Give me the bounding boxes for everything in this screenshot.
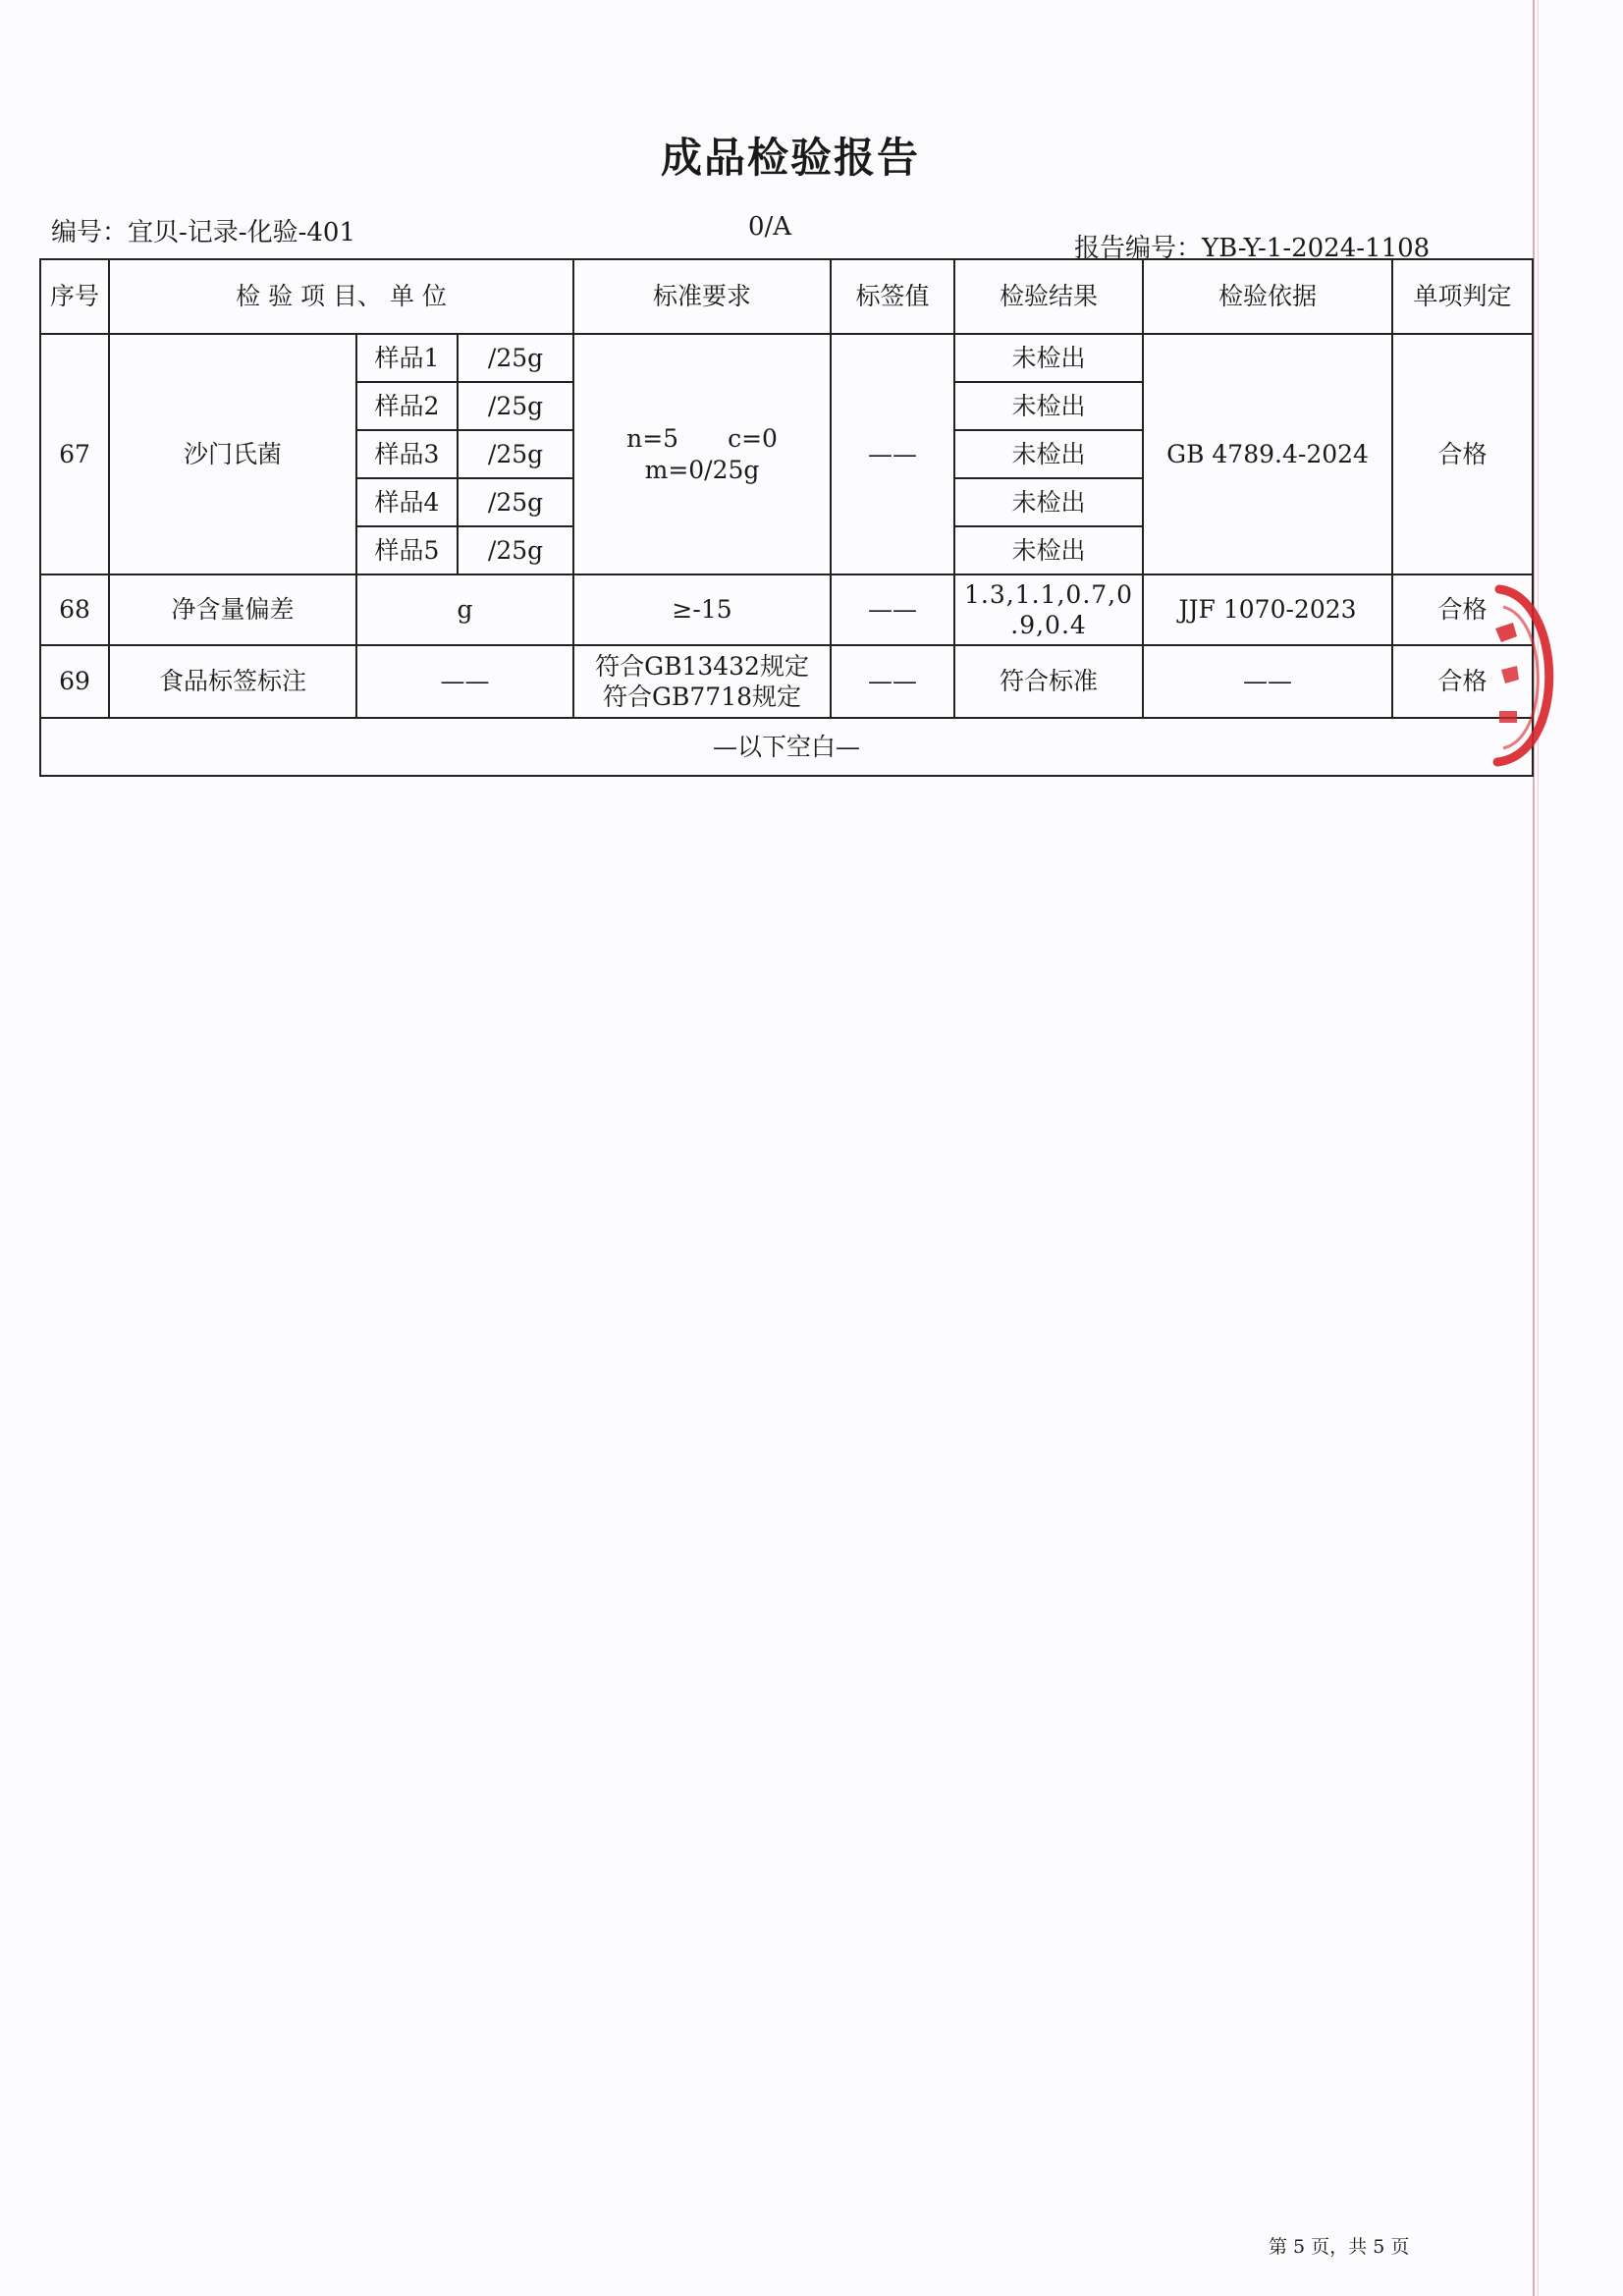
row69-basis: ——: [1143, 645, 1392, 718]
row69-result: 符合标准: [954, 645, 1143, 718]
row67-verdict: 合格: [1392, 334, 1533, 574]
header-result: 检验结果: [954, 259, 1143, 334]
report-title: 成品检验报告: [660, 134, 920, 182]
header-item-unit: 检 验 项 目、 单 位: [109, 259, 573, 334]
row68-result-line1: 1.3,1.1,0.7,0: [964, 579, 1134, 609]
sample-result: 未检出: [954, 526, 1143, 574]
sample-name: 样品3: [356, 430, 458, 478]
page-edge-line-secondary: [1538, 0, 1539, 2296]
row69-standard-line2: 符合GB7718规定: [603, 683, 802, 711]
version-label: 0/A: [748, 212, 792, 242]
header-verdict: 单项判定: [1392, 259, 1533, 334]
sample-unit: /25g: [458, 526, 573, 574]
row69-verdict: 合格: [1392, 645, 1533, 718]
report-number: 报告编号：YB-Y-1-2024-1108: [1074, 234, 1431, 263]
blank-row: [40, 718, 1533, 776]
record-number: 编号：宜贝-记录-化验-401: [51, 218, 355, 247]
sample-name: 样品1: [356, 334, 458, 382]
table-row: [40, 334, 1533, 382]
row69-standard-line1: 符合GB13432规定: [595, 651, 809, 681]
header-standard: 标准要求: [573, 259, 831, 334]
row69-label-value: ——: [831, 645, 954, 718]
row68-basis: JJF 1070-2023: [1143, 574, 1392, 645]
row69-seq: 69: [40, 645, 109, 718]
table-header-row: [40, 259, 1533, 334]
sample-name: 样品4: [356, 478, 458, 526]
row67-standard-line1: n=5 c=0: [626, 424, 778, 454]
sample-result: 未检出: [954, 382, 1143, 430]
row67-seq: 67: [40, 334, 109, 574]
header-seq: 序号: [40, 259, 109, 334]
sample-name: 样品2: [356, 382, 458, 430]
row68-seq: 68: [40, 574, 109, 645]
page-footer: 第 5 页，共 5 页: [1269, 2236, 1410, 2258]
row68-label-value: ——: [831, 574, 954, 645]
row68-standard: ≥-15: [573, 574, 831, 645]
table-row: [40, 574, 1533, 645]
sample-result: 未检出: [954, 478, 1143, 526]
sample-unit: /25g: [458, 334, 573, 382]
row69-item: 食品标签标注: [109, 645, 356, 718]
sample-result: 未检出: [954, 334, 1143, 382]
row68-result: [954, 574, 1143, 645]
header-basis: 检验依据: [1143, 259, 1392, 334]
row69-unit: ——: [356, 645, 573, 718]
row69-standard: [573, 645, 831, 718]
inspection-table: [39, 258, 1534, 777]
row68-unit: g: [356, 574, 573, 645]
row67-basis: GB 4789.4-2024: [1143, 334, 1392, 574]
sample-unit: /25g: [458, 478, 573, 526]
sample-unit: /25g: [458, 382, 573, 430]
row67-label-value: ——: [831, 334, 954, 574]
table-row: [40, 645, 1533, 718]
row67-standard-line2: m=0/25g: [644, 455, 760, 484]
sample-name: 样品5: [356, 526, 458, 574]
sample-unit: /25g: [458, 430, 573, 478]
row67-standard: [573, 334, 831, 574]
row68-item: 净含量偏差: [109, 574, 356, 645]
row67-item: 沙门氏菌: [109, 334, 356, 574]
row68-result-line2: .9,0.4: [1010, 611, 1087, 639]
sample-result: 未检出: [954, 430, 1143, 478]
blank-note: —以下空白—: [40, 718, 1533, 776]
header-label-value: 标签值: [831, 259, 954, 334]
row68-verdict: 合格: [1392, 574, 1533, 645]
